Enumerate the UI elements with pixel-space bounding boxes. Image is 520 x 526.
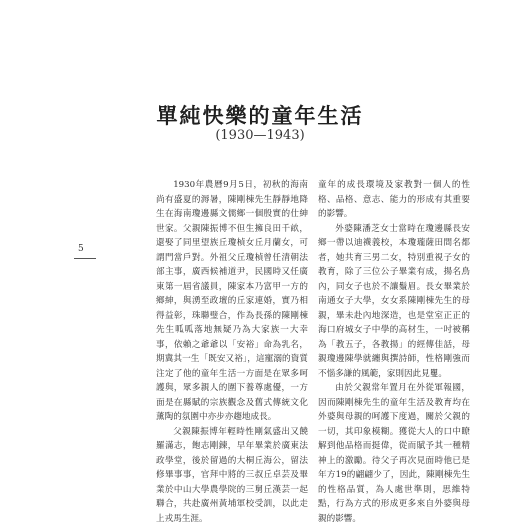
paragraph: 童年的成長環境及家教對一個人的性格、品格、意志、能力的形成有其重要的影響。 [318, 178, 470, 222]
page-number: 5 [78, 244, 84, 254]
paragraph: 由於父親常年置月在外從軍報國，因而陳剛棟先生的童年生活及教育均在外婆與母親的呵護下度過，關於父親的一切，其印象模糊。獲從大人的口中瞭解到他品格而挺偉，從而賦予其一種精神上的激勵。待父子再次見面時他已是年方19的翩翩少了，因此，陳剛棟先生的性格品質，為人處世準則，思維特點，行為方式的形成更多來自外婆與母親的影響。 [318, 381, 470, 526]
chapter-title: 單純快樂的童年生活 [0, 100, 520, 130]
paragraph: 外婆陳潘芝女士當時在瓊邊縣長安鄉一帶以迪襪義校，本瓊瓏薩田間名都者，她共育三男二女，特別重視子女的教育，除了三位公子畢業有成，揚名鳥內，同女子也於不讓鬚眉。長女畢業於南通女子大學，女女系陳剛棟先生的母親，畢未赴內地深造，也是堂室正正的海口府城女子中學的高材生，一吋被稱為「教五子，各教揚」的經傳佳話，母親瓊邊陳學就纏與撰詩師，性格剛強而不惱多謙的風範，家則因此見矍。 [318, 222, 470, 382]
paragraph: 父親陳振博年輕時性剛氣盛出又饒羅滿志，飽志剛鍊，早年畢業於廣東法政學堂，後於留過的大桐丘海公，留法修畢事事，官拜中將的三叔丘卓芸及畢業於中山大學農學院的三舅丘漢芸一起聯合，共赴廣州黃埔軍校受訓，以此走上戎馬生涯。 [156, 425, 308, 526]
chapter-subtitle: (1930—1943) [0, 128, 520, 143]
paragraph: 1930年農曆9月5日，初秋的海南尚有盛夏的溽暑，陳剛棟先生靜靜地降生在海南瓊邊縣文儒鄉一個殷實的仕紳世家。父親陳振博不但生擁良田千畝，還娶了同里望族丘瓊楨女丘月蘭女，可謂門當戶對。外祖父丘瓊楨曾任清朝法部主事，廣西候補道尹，民國時又任廣東第一屆省議員，陳家本乃富甲一方的鄉紳，與湧至政壇的丘家連婚，實乃相得益彰，珠聯璧合，作為長孫的陳剛棟先生呱呱落地無疑乃為大家族一大幸事，依賴之爺爺以「安裕」命為乳名，期冀其一生「既安又裕」，這寵溺的資質注定了他的童年生活一方面是在眾多呵護與，眾多親人的圍下養尊處優，一方面是在縣賦的宗族觀念及舊式傳統文化薰陶的氛圍中亦步亦趨地成長。 [156, 178, 308, 425]
page-number-rule [74, 258, 96, 259]
left-text-column [156, 178, 308, 526]
right-text-column [318, 178, 470, 526]
